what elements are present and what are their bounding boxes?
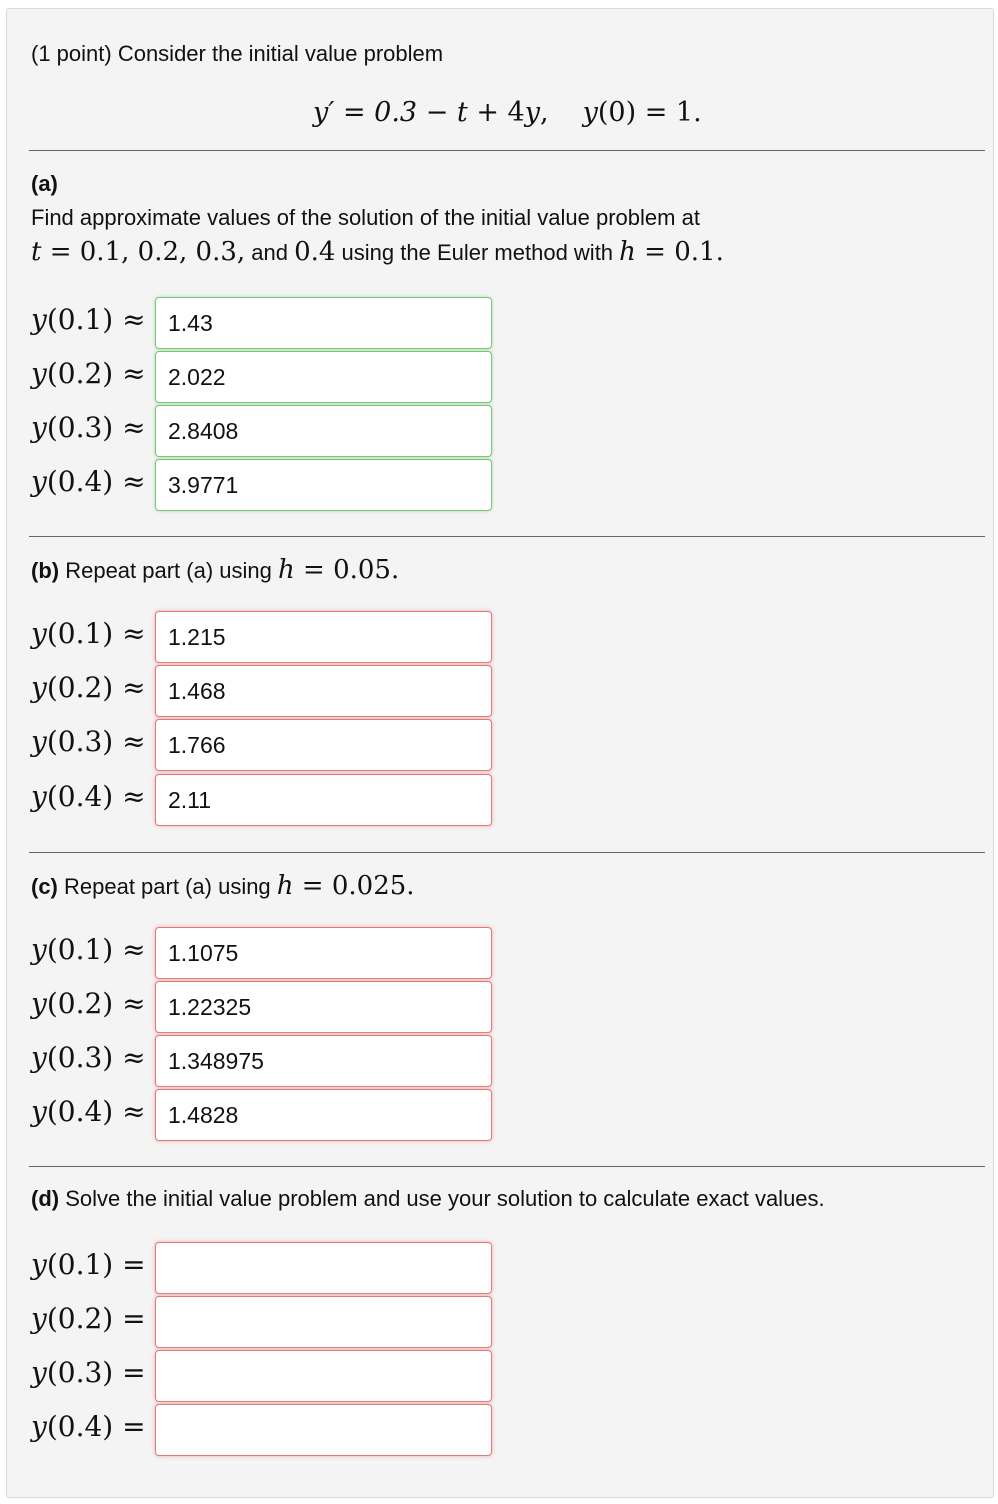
part-c-answer-3[interactable] [155, 1035, 492, 1087]
part-a-line1: Find approximate values of the solution of the initial value problem at [31, 205, 700, 230]
part-a-line2 [31, 237, 724, 267]
part-d-label-1: y(0.1) = [31, 1248, 146, 1281]
part-c-heading: (c) Repeat part (a) using h = 0.025. [31, 871, 415, 901]
part-a-answer-2[interactable] [155, 351, 492, 403]
divider [29, 536, 985, 537]
eq-comma: , [540, 97, 549, 128]
part-d-label-3: y(0.3) = [31, 1356, 146, 1389]
part-a-last: 0.4 [294, 237, 336, 267]
part-b-label-1: y(0.1) ≈ [31, 617, 146, 650]
part-a-and: and [245, 240, 295, 265]
part-d-answer-4[interactable] [155, 1404, 492, 1456]
eq-ic-y: y [582, 97, 598, 128]
part-b-answer-3[interactable] [155, 719, 492, 771]
part-a-answer-3[interactable] [155, 405, 492, 457]
part-a-t: t [31, 237, 42, 267]
part-a-heading: (a) [31, 171, 58, 196]
part-a-answer-4[interactable] [155, 459, 492, 511]
part-a-label-2: y(0.2) ≈ [31, 357, 146, 390]
eq-ic-rest: (0) = 1. [597, 97, 702, 128]
eq-t: t [456, 97, 468, 128]
part-a-using: using the Euler method with [335, 240, 620, 265]
part-c-answer-2[interactable] [155, 981, 492, 1033]
part-b-label-2: y(0.2) ≈ [31, 671, 146, 704]
eq-y: y [524, 97, 540, 128]
problem-panel [6, 8, 994, 1498]
eq-lhs: y′ = 0.3 − [313, 97, 457, 128]
part-d-answer-1[interactable] [155, 1242, 492, 1294]
ivp-equation [313, 97, 702, 128]
part-b-label-4: y(0.4) ≈ [31, 780, 146, 813]
part-a-answer-1[interactable] [155, 297, 492, 349]
part-c-label-2: y(0.2) ≈ [31, 987, 146, 1020]
part-b-heading: (b) Repeat part (a) using h = 0.05. [31, 555, 400, 585]
part-c-label-3: y(0.3) ≈ [31, 1041, 146, 1074]
divider [29, 1166, 985, 1167]
part-b-label-3: y(0.3) ≈ [31, 725, 146, 758]
problem-intro: (1 point) Consider the initial value problem [31, 41, 444, 66]
part-a-h: h [619, 237, 636, 267]
part-a-label-1: y(0.1) ≈ [31, 303, 146, 336]
divider [29, 150, 985, 151]
eq-mid: + 4 [467, 97, 525, 128]
divider [29, 852, 985, 853]
part-d-heading: (d) Solve the initial value problem and use your solution to calculate exact values. [31, 1186, 825, 1211]
part-b-answer-2[interactable] [155, 665, 492, 717]
part-a-hval: = 0.1. [635, 237, 724, 267]
part-b-answer-1[interactable] [155, 611, 492, 663]
part-d-label-2: y(0.2) = [31, 1302, 146, 1335]
part-d-label-4: y(0.4) = [31, 1410, 146, 1443]
part-a-tvals: = 0.1, 0.2, 0.3, [41, 237, 246, 267]
part-c-answer-1[interactable] [155, 927, 492, 979]
part-a-label-4: y(0.4) ≈ [31, 465, 146, 498]
part-c-label-4: y(0.4) ≈ [31, 1095, 146, 1128]
part-a-label-3: y(0.3) ≈ [31, 411, 146, 444]
part-d-answer-3[interactable] [155, 1350, 492, 1402]
part-c-label-1: y(0.1) ≈ [31, 933, 146, 966]
part-c-answer-4[interactable] [155, 1089, 492, 1141]
part-b-answer-4[interactable] [155, 774, 492, 826]
part-d-answer-2[interactable] [155, 1296, 492, 1348]
